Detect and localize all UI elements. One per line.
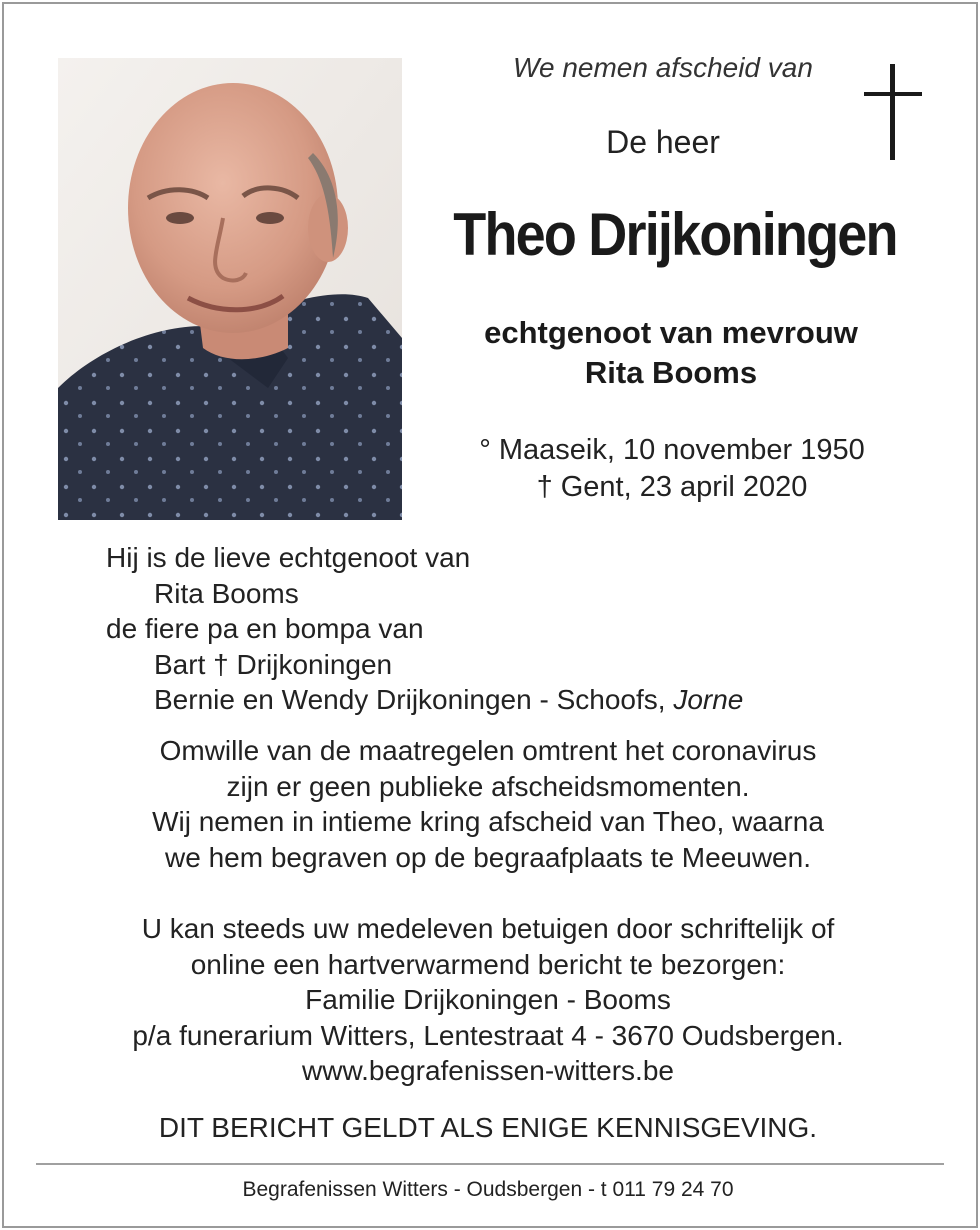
death-date: † Gent, 23 april 2020 <box>536 471 808 503</box>
honorific: De heer <box>606 124 720 160</box>
condolence-line: U kan steeds uw medeleven betuigen door schriftelijk of <box>141 913 835 944</box>
intro-text: We nemen afscheid van <box>513 52 813 83</box>
condolence-block <box>40 911 936 1089</box>
grandchild-name: Jorne <box>673 684 744 715</box>
website-link[interactable]: www.begrafenissen-witters.be <box>302 1055 674 1086</box>
family-member: Rita Booms <box>154 577 299 609</box>
condolence-line: online een hartverwarmend bericht te bezorgen: <box>190 948 786 980</box>
spouse-name: Rita Booms <box>584 355 758 390</box>
notice-line: zijn er geen publieke afscheidsmomenten. <box>226 770 750 802</box>
spouse-line: echtgenoot van mevrouw <box>484 315 858 350</box>
condolence-line: Familie Drijkoningen - Booms <box>305 984 671 1015</box>
family-line: Hij is de lieve echtgenoot van <box>106 542 471 573</box>
deceased-name: Theo Drijkoningen <box>453 201 897 268</box>
corona-notice <box>40 733 936 875</box>
footer-credit: Begrafenissen Witters - Oudsbergen - t 011 79 24 70 <box>242 1178 734 1201</box>
family-member <box>106 682 743 718</box>
portrait-photo <box>58 58 402 520</box>
divider <box>36 1163 944 1165</box>
birth-date: ° Maaseik, 10 november 1950 <box>479 434 865 466</box>
family-line: de fiere pa en bompa van <box>106 613 424 644</box>
family-list <box>106 540 743 718</box>
family-member-names: Bernie en Wendy Drijkoningen - Schoofs, <box>154 684 674 715</box>
condolence-address: p/a funerarium Witters, Lentestraat 4 - 3670 Oudsbergen. <box>132 1019 844 1051</box>
portrait-image <box>58 58 402 520</box>
dates-block <box>440 432 904 506</box>
notice-line: Omwille van de maatregelen omtrent het coronavirus <box>159 735 817 766</box>
notice-line: Wij nemen in intieme kring afscheid van Theo, waarna <box>152 806 824 837</box>
notice-line: we hem begraven op de begraafplaats te Meeuwen. <box>165 841 811 873</box>
kennisgeving-line: DIT BERICHT GELDT ALS ENIGE KENNISGEVING. <box>158 1112 818 1143</box>
family-member: Bart † Drijkoningen <box>154 648 393 680</box>
spouse-block <box>430 313 912 393</box>
